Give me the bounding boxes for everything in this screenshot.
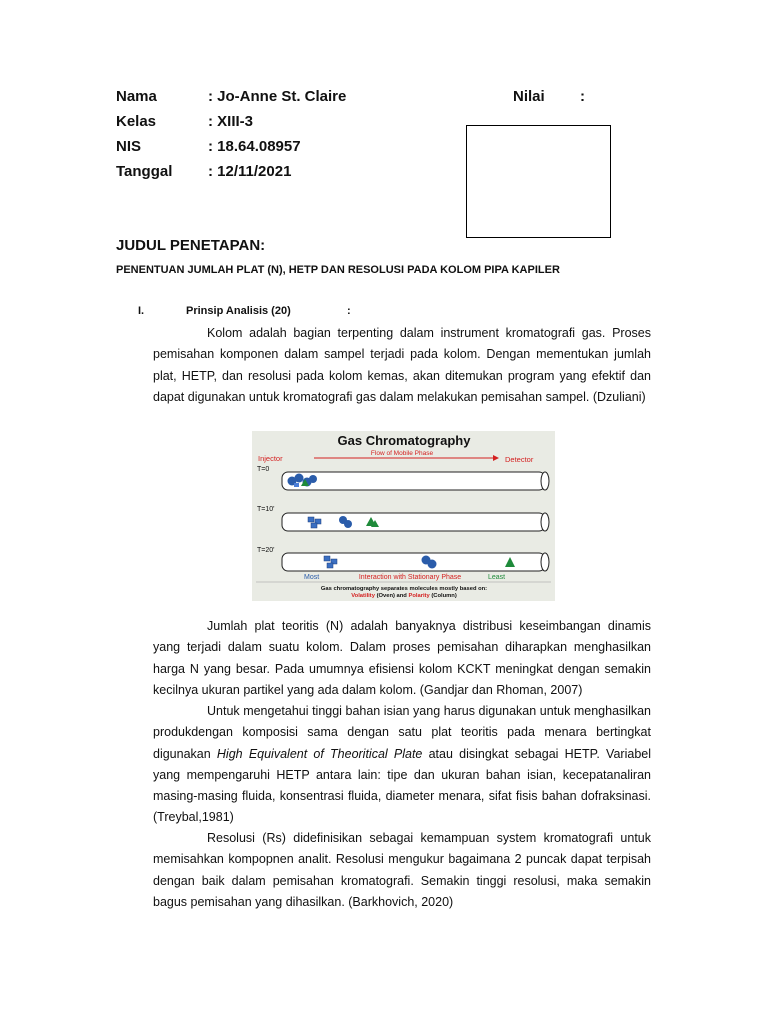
nilai-colon: :	[580, 88, 585, 105]
field-label: Tanggal	[116, 163, 173, 180]
caption-oven: (Oven) and	[374, 593, 409, 599]
section-number: I.	[138, 305, 145, 317]
nilai-label	[513, 88, 585, 105]
detector-label: Detector	[505, 455, 534, 464]
grade-box	[466, 125, 611, 238]
field-value: : 18.64.08957	[208, 138, 301, 155]
time-label-20: T=20'	[257, 547, 275, 554]
paragraph-4: Resolusi (Rs) didefinisikan sebagai kemampuan system kromatografi untuk memisahkan kompopnen analit. Resolusi mengukur bagaimana 2 puncak dapat terpisah dengan baik dalam pemisahan kromatografi. Semakin tinggi resolusi, maka semakin bagus pemisahan yang dihasilkan. (Barkhovich, 2020)	[153, 831, 651, 909]
paragraph-1: Kolom adalah bagian terpenting dalam instrument kromatografi gas. Proses pemisahan komponen dalam sampel terjadi pada kolom. Dengan mementukan jumlah plat, HETP, dan resolusi pada kolom kemas, akan ditemukan program yang efektif dan dapat digunakan untuk kromatografi gas dalam melakukan pemisahan sampel. (Dzuliani)	[153, 326, 651, 404]
paragraph-3-text-end: atau disingkat sebagai HETP. Variabel yang mempengaruhi HETP antara lain: tipe dan ukuran bahan isian, kecepatanaliran masing-masing fluida, konsentrasi fluida, diameter menara, sifat fisis bahan dofraksinasi. (Treybal,1981)	[153, 746, 651, 825]
column-tube-0	[282, 472, 549, 490]
paragraph-2: Jumlah plat teoritis (N) adalah banyaknya distribusi keseimbangan dinamis yang terjadi dalam suatu kolom. Dalam proses pemisahan diharapkan menghasilkan harga N yang besar. Pada umumnya efisiensi kolom KCKT meningkat dengan semakin kecilnya ukuran partikel yang ada dalam kolom. (Gandjar dan Rhoman, 2007)	[153, 619, 651, 697]
section-title: Prinsip Analisis (20)	[186, 305, 291, 317]
section-colon: :	[347, 305, 351, 317]
figure-title: Gas Chromatography	[337, 433, 471, 448]
paragraph-3-text: Untuk mengetahui tinggi bahan isian yang harus digunakan untuk menghasilkan produkdengan komposisi sama dengan satu plat teoritis pada menara bertingkat digunakan	[153, 704, 651, 761]
gas-chromatography-figure	[252, 431, 555, 601]
figure-caption-line-2	[351, 593, 457, 599]
paragraph-3	[153, 701, 651, 829]
judul-heading: JUDUL PENETAPAN:	[116, 237, 266, 254]
paragraph-3-italic: High Equivalent of Theoritical Plate	[216, 746, 423, 761]
caption-column: (Column)	[429, 593, 457, 599]
least-label: Least	[488, 574, 506, 581]
subjudul-heading: PENENTUAN JUMLAH PLAT (N), HETP DAN RESOLUSI PADA KOLOM PIPA KAPILER	[116, 264, 560, 276]
column-tube-10	[282, 513, 549, 531]
caption-volatility: Volatility	[351, 593, 375, 599]
interaction-label: Interaction with Stationary Phase	[358, 574, 462, 581]
field-label: Kelas	[116, 113, 157, 130]
field-label: NIS	[116, 138, 142, 155]
field-label: Nama	[116, 88, 157, 105]
most-label: Most	[304, 574, 320, 581]
time-label-10: T=10'	[257, 506, 275, 513]
field-value: : Jo-Anne St. Claire	[208, 88, 347, 105]
field-value: : XIII-3	[208, 113, 254, 130]
time-label-0: T=0	[257, 466, 270, 473]
figure-caption-line-1: Gas chromatography separates molecules mostly based on:	[320, 586, 488, 592]
caption-polarity: Polarity	[408, 593, 430, 599]
flow-label: Flow of Mobile Phase	[370, 450, 434, 457]
field-value: : 12/11/2021	[208, 163, 292, 180]
nilai-text: Nilai	[513, 88, 545, 105]
injector-label: Injector	[258, 454, 283, 463]
